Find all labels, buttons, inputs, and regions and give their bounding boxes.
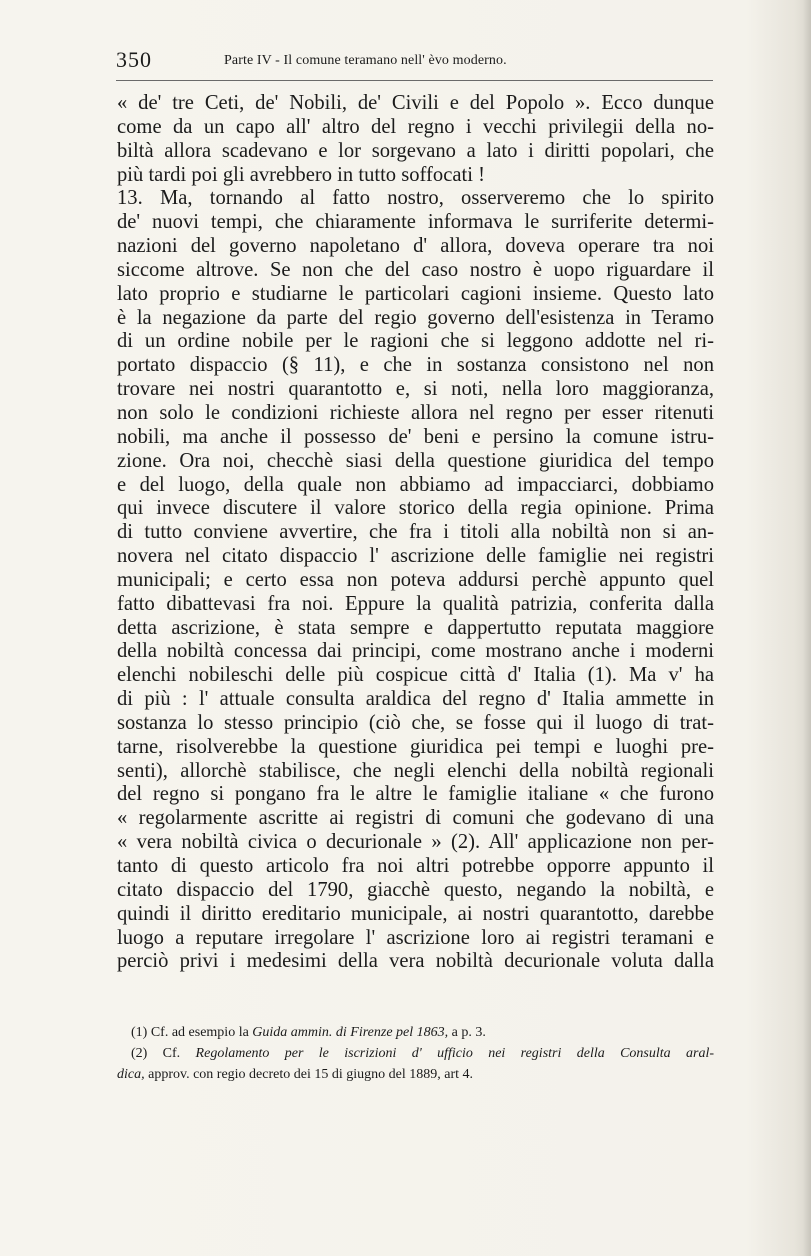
text-line: senti), allorchè stabilisce, che negli elenchi della nobiltà regionali — [117, 759, 714, 782]
text-line: citato dispaccio del 1790, giacchè questo, negando la nobiltà, e — [117, 878, 714, 901]
text-line: di più : l' attuale consulta araldica del regno d' Italia ammette in — [117, 688, 714, 711]
page-number: 350 — [116, 47, 152, 72]
text-line: de' nuovi tempi, che chiaramente informava le surriferite determi- — [117, 211, 714, 234]
text-line: nobili, ma anche il possesso de' beni e persino la comune istru- — [117, 425, 714, 448]
text-line: nazioni del governo napoletano d' allora, doveva operare tra noi — [117, 235, 714, 258]
text-line: « vera nobiltà civica o decurionale » (2). All' applicazione non per- — [117, 831, 714, 854]
text-line: di un ordine nobile per le ragioni che si leggono addotte nel ri- — [117, 330, 714, 353]
text-line: del regno si pongano fra le altre le famiglie italiane « che furono — [117, 783, 714, 806]
text-line: fatto dibattevasi fra noi. Eppure la qualità patrizia, conferita dalla — [117, 592, 714, 615]
footnote-2-title: Regolamento per le iscrizioni d' ufficio nei registri della Consulta aral- — [195, 1046, 715, 1061]
text-line: è la negazione da parte del regio governo dell'esistenza in Teramo — [117, 306, 714, 329]
main-text — [117, 92, 714, 974]
text-line: biltà allora scadevano e lor sorgevano a lato i diritti popolari, che — [117, 139, 714, 162]
text-line: « de' tre Ceti, de' Nobili, de' Civili e del Popolo ». Ecco dunque — [117, 92, 714, 114]
text-line: municipali; e certo essa non poteva addursi perchè appunto quel — [117, 568, 714, 591]
text-line: « regolarmente ascritte ai registri di comuni che godevano di una — [117, 807, 714, 830]
text-line: come da un capo all' altro del regno i vecchi privilegii della no- — [117, 115, 714, 138]
text-line: trovare nei nostri quarantotto e, si noti, nella loro maggioranza, — [117, 378, 714, 401]
footnote-1 — [131, 1022, 714, 1043]
text-line: della nobiltà concessa dai principi, come mostrano anche i moderni — [117, 640, 714, 663]
running-header — [116, 46, 713, 81]
text-line: più tardi poi gli avrebbero in tutto soffocati ! — [117, 163, 485, 186]
text-line: quindi il diritto ereditario municipale, ai nostri quarantotto, darebbe — [117, 902, 714, 925]
text-line: luogo a reputare irregolare l' ascrizione loro ai registri teramani e — [117, 926, 714, 949]
text-line: di tutto conviene avvertire, che fra i titoli alla nobiltà non si an- — [117, 521, 714, 544]
chapter-title: Parte IV - Il comune teramano nell' èvo moderno. — [224, 53, 507, 68]
text-line: novera nel citato dispaccio l' ascrizione delle famiglie nei registri — [117, 545, 714, 568]
text-line: e del luogo, della quale non abbiamo ad impacciarci, dobbiamo — [117, 473, 714, 496]
footnote-1-suffix: a p. 3. — [448, 1025, 486, 1040]
text-line: siccome altrove. Se non che del caso nostro è uopo riguardare il — [117, 258, 714, 281]
footnote-2-title-end: dica, — [117, 1067, 145, 1082]
page-edge-shadow — [803, 0, 811, 1256]
footnotes — [117, 1022, 714, 1085]
footnote-2-prefix: (2) Cf. — [131, 1046, 196, 1061]
text-line: 13. Ma, tornando al fatto nostro, osserveremo che lo spirito — [117, 187, 714, 210]
footnote-2-continuation — [117, 1064, 714, 1085]
footnote-2-suffix: approv. con regio decreto dei 15 di giugno del 1889, art 4. — [144, 1067, 474, 1082]
text-line: zione. Ora noi, checchè siasi della questione giuridica del tempo — [117, 449, 714, 472]
text-line: tarne, risolverebbe la questione giuridica pei tempi e luoghi pre- — [117, 735, 714, 758]
footnote-1-prefix: (1) Cf. ad esempio la — [131, 1025, 253, 1040]
text-line: elenchi nobileschi delle più cospicue città d' Italia (1). Ma v' ha — [117, 664, 714, 687]
footnote-2 — [131, 1043, 714, 1064]
text-line: lato proprio e studiarne le particolari cagioni insieme. Questo lato — [117, 282, 714, 305]
text-line: perciò privi i medesimi della vera nobiltà decurionale voluta dalla — [117, 950, 714, 973]
text-line: sostanza lo stesso principio (ciò che, se fosse qui il luogo di trat- — [117, 711, 714, 734]
text-line: non solo le condizioni richieste allora nel regno per esser ritenuti — [117, 401, 714, 424]
text-line: portato dispaccio (§ 11), e che in sostanza consistono nel non — [117, 354, 714, 377]
text-line: qui invece discutere il valore storico della regia opinione. Prima — [117, 497, 714, 520]
footnote-1-title: Guida ammin. di Firenze pel 1863, — [252, 1025, 449, 1040]
text-line: detta ascrizione, è stata sempre e dappertutto reputata maggiore — [117, 616, 714, 639]
text-line: tanto di questo articolo fra noi altri potrebbe opporre appunto il — [117, 855, 714, 877]
